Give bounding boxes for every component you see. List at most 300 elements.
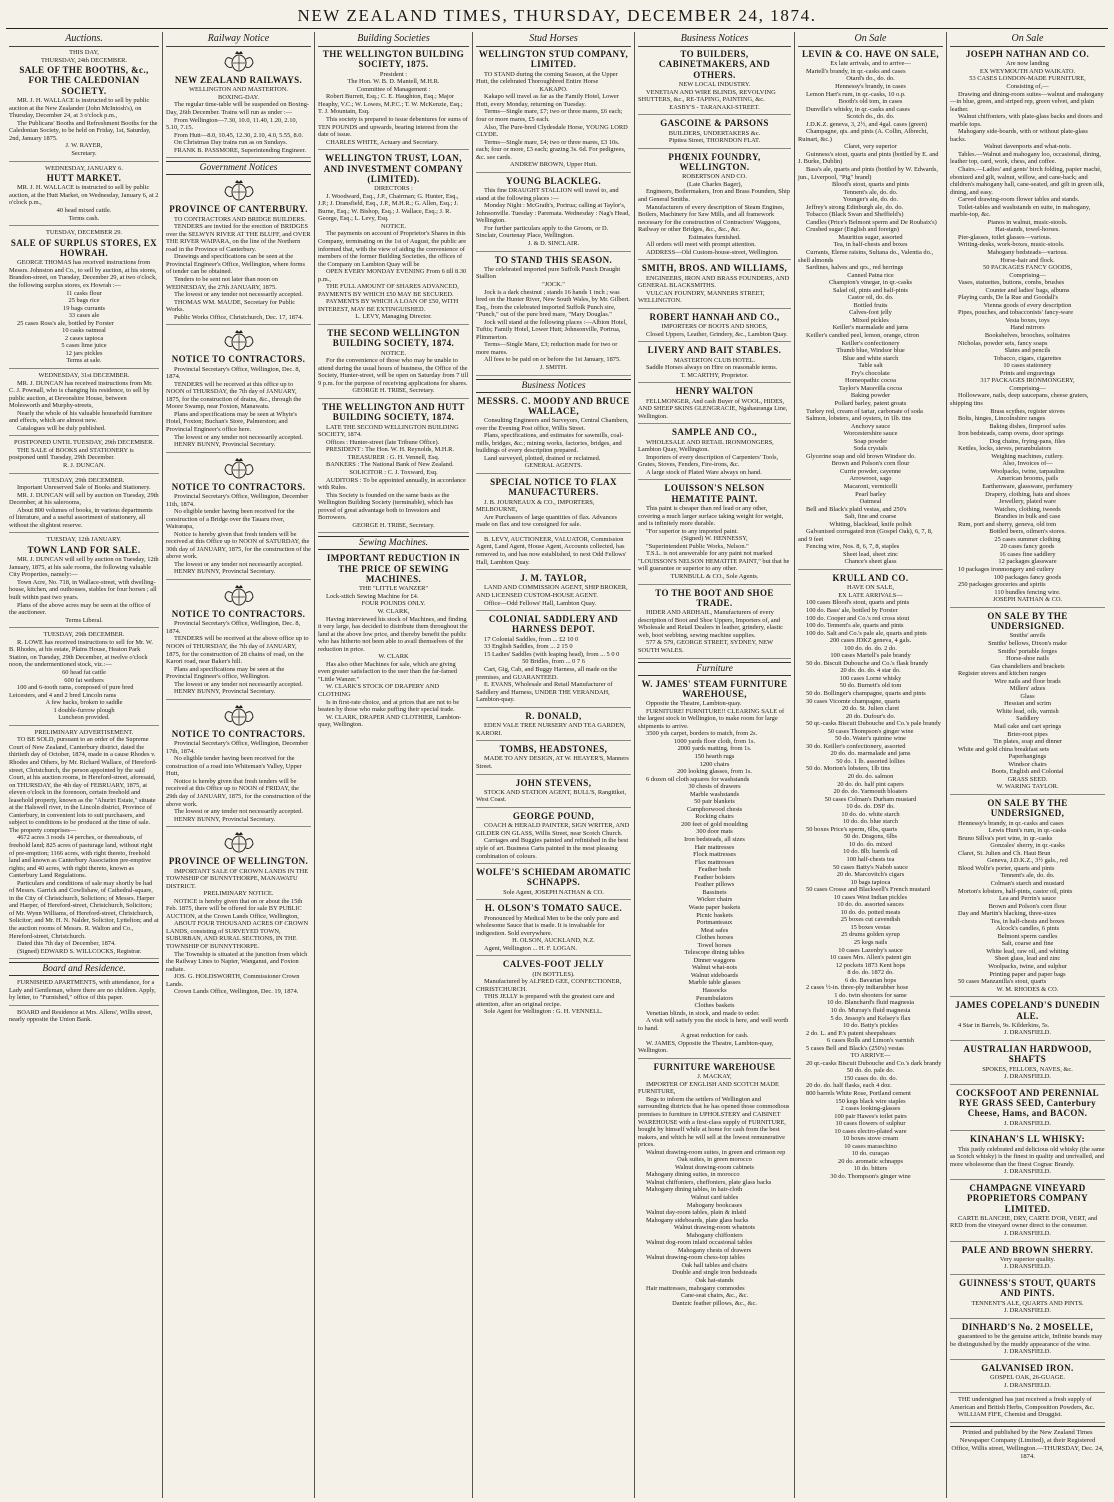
ad-dateline: PRELIMINARY ADVERTISEMENT. <box>34 728 134 736</box>
ad-heading: THE WELLINGTON BUILDING SOCIETY, 1875. <box>322 49 465 70</box>
royal-crest-icon <box>222 583 256 607</box>
ad-text-line: Salt, coarse and fine <box>1001 940 1054 948</box>
ad-text-line: TENNENT'S ALE, QUARTS AND PINTS. <box>971 1299 1084 1307</box>
ad-text-line: THIS JELLY is prepared with the greatest care and attention, after an original recipe. <box>476 993 615 1008</box>
ad-text-line: Otard's do., do. do. <box>846 75 895 83</box>
ad-text-line: Baking dishes, fireproof safes <box>989 422 1066 430</box>
ad-text-line: The regular time-table will be suspended on Boxing-Day, 26th December. Trains will run as under :— <box>166 101 310 116</box>
ad-text-line: 20 do. Marcovitch's cigars <box>836 871 905 879</box>
ad-text-line: Also, The Pure-bred Clydesdale Horse, YOUNG LORD CLYDE. <box>476 123 628 139</box>
ad-text-line: 1 do. twin shooters for same <box>834 991 907 999</box>
ad-text-line: THE "LITTLE WANZER" <box>359 585 428 593</box>
ad-heading: COCKSFOOT AND PERENNIAL RYE GRASS SEED, Canterbury Cheese, Hams, and BACON. <box>955 1087 1100 1119</box>
advertisement <box>476 811 631 864</box>
ad-text-line: Terms—Single Mare, £3; reduction made for two or more mares. <box>476 341 618 356</box>
ad-text-line: Comprising— <box>1009 384 1046 392</box>
ad-text-line: The lowest or any tender not necessarily accepted. <box>174 433 303 441</box>
ad-text-line: GOSPEL OAK, 26-GUAGE. <box>989 1374 1066 1382</box>
ad-text-line: Dunville's whisky, in qr.-casks and cases <box>806 105 910 113</box>
advertisement <box>950 1044 1105 1085</box>
ad-text-line: Dinner waggons <box>693 956 736 964</box>
ad-text-line: "JOCK." <box>542 280 565 288</box>
ad-text-line: J. W. RAYER, <box>65 142 103 150</box>
ad-text-line: All fees to be paid on or before the 1st January, 1875. <box>484 356 621 364</box>
ad-text-line: 25 kegs nails <box>853 939 888 947</box>
ad-heading: TO THE BOOT AND SHOE TRADE. <box>655 587 774 608</box>
ad-text-line: Brass scythes, register stoves <box>990 407 1065 415</box>
ad-dateline: WEDNESDAY, JANUARY 6. <box>45 164 123 172</box>
ad-text-line: Marble washstands <box>689 790 740 798</box>
ad-text-line: Sheet lead, sheet zinc <box>842 550 898 558</box>
ad-text-line: 100 do. Bass' ale, bottled by Forster <box>806 606 898 614</box>
ad-heading: JOSEPH NATHAN AND CO. <box>965 49 1090 59</box>
ad-text-line: Tobacco, cigars, cigarettes <box>993 354 1062 362</box>
ad-text-line: Pipitea Street, THORNDON FLAT. <box>668 137 761 145</box>
ad-text-line: Consulting Engineers and Surveyors, Central Chambers, over the Evening Post office, Willis Street. <box>476 417 629 432</box>
advertisement <box>9 1009 159 1027</box>
advertisement <box>9 165 159 227</box>
ad-text-line: This Society is founded on the same basis as the Wellington Building Society (terminable), which has proved of great advantage both to Investors and Borrowers. <box>318 491 454 522</box>
ad-text-line: Notice is hereby given that fresh tenders will be received at this Office up to NOON of SATURDAY, the 30th day of JANUARY, 1875, for the construction of the above work. <box>166 530 311 561</box>
ad-text-line: 50 qr.-casks Biscuit Dubouche and Co.'s pale brandy <box>806 720 941 728</box>
ad-text-line: Scotch do., do. do. <box>846 113 895 121</box>
ad-text-line: 150 kegs black wire staples <box>835 1097 906 1105</box>
ad-heading: FURNITURE WAREHOUSE <box>653 1061 776 1072</box>
ad-text-line: 10 casks oatmeal <box>62 327 106 335</box>
ad-text-line: Lea and Perrin's sauce <box>998 895 1057 903</box>
imprint-footer: Printed and published by the New Zealand Times Newspaper Company (Limited), at their Registered Office, Willis street, Wellington.—THURSDAY, Dec. 24, 1874. <box>950 1426 1105 1461</box>
ad-text-line: Particulars and conditions of sale may shortly be had of Messrs. Garrick and Cowlishaw, of Cathedral-square, in the City of Christchurch, Solicitors; of Messrs. Harper and Harper, of Hereford-street, Christchurch, Solicitors; of Mr. Wynn Williams, of Hereford-street, Christchurch, Solicitor; and Mr. H. N. Nalder, Solicitor, Lyttelton; and at the auction rooms of Messrs. R. Walton and Co., Hereford-street, Christchurch. <box>9 879 159 940</box>
ad-text-line: "Superintendent Public Works, Nelson." <box>646 542 749 550</box>
advertisement <box>9 439 159 473</box>
ad-text-line: Wicker chairs <box>696 896 733 904</box>
ad-text-line: Woolpacks, twine, and sulphur <box>988 962 1067 970</box>
ad-text-line: White lead, raw oil, and whiting <box>986 947 1069 955</box>
ad-text-line: For further particulars apply to the Groom, or D. Sinclair, Courtenay Place, Wellington. <box>476 224 609 240</box>
advertisement <box>318 49 469 150</box>
advertisement <box>950 1278 1105 1319</box>
ad-text-line: GEORGE H. TRIBE, Secretary. <box>352 521 435 529</box>
ad-text-line: Pollard barley, patent groats <box>834 399 907 407</box>
ad-text-line: BANKERS : The National Bank of New Zealand. <box>326 461 454 469</box>
ad-text-line: Nearly the whole of his valuable household furniture and effects, which are almost new. <box>9 409 153 425</box>
ad-heading: W. JAMES' STEAM FURNITURE WAREHOUSE, <box>641 678 788 699</box>
ad-text-line: TURNBULL & CO., Sole Agents. <box>670 572 759 580</box>
ad-text-line: 300 door mats <box>696 828 733 836</box>
ad-text-line: Provincial Secretary's Office, Wellington, Dec. 8, 1874. <box>166 365 301 381</box>
ad-text-line: Mahogany side-boards, with or without plate-glass backs. <box>950 128 1088 143</box>
ad-text-line: 25 bags rice <box>68 297 100 305</box>
ad-text-line: Smiths' anvils <box>1009 632 1046 640</box>
ad-text-line: 2 cases looking-glasses <box>840 1105 901 1113</box>
advertisement <box>476 477 631 533</box>
advertisement <box>950 1396 1105 1423</box>
ad-text-line: TO CONTRACTORS AND BRIDGE BUILDERS. <box>174 215 306 223</box>
ad-text-line: Day and Martin's blacking, three-sizes <box>958 910 1057 918</box>
ad-text-line: Plans and specifications may be seen at Whyte's Hotel, Foxton; Buchan's Store, Palmerston; and Provincial Engineer's office here. <box>166 410 297 433</box>
ad-text-line: 20 do. do. marmalade and jams <box>830 750 911 758</box>
ad-dateline: THIS DAY, <box>69 49 99 56</box>
ad-heading: NOTICE TO CONTRACTORS. <box>171 608 306 619</box>
ad-text-line: FOUR POUNDS ONLY. <box>361 600 426 608</box>
ad-text-line: Town Acre, No. 718, in Wallace-street, with dwelling-house, kitchen, and outhouses, stables for four horses ; all built within past two years. <box>9 578 157 602</box>
ad-text-line: Thumb blue, Windsor blue <box>836 347 905 355</box>
ad-text-line: The Hon. W. B. D. Mantell, M.H.R. <box>347 78 440 86</box>
ad-text-line: Hair mattresses, mahogany commodes <box>646 1284 745 1292</box>
ad-text-line: Hollowware, nails, deep saucepans, cheese graters, shipping tins <box>950 392 1089 407</box>
ad-text-line: Champagne, qts. and pints (A. Collin, Albrecht, Ruinart, &c.) <box>798 128 928 143</box>
advertisement <box>638 1062 791 1310</box>
ad-text-line: 10 cases electro-plated ware <box>834 1127 907 1135</box>
ad-text-line: 30 cases Vicomte champagne, quarts <box>806 697 901 705</box>
ad-text-line: THE FULL AMOUNT OF SHARES ADVANCED, PAYMENTS BY WHICH £50 MAY BE SECURED. <box>318 283 459 298</box>
ad-text-line: American brooms, pails <box>996 475 1059 483</box>
ad-text-line: 100 cases Lorne whisky <box>839 674 902 682</box>
ad-text-line: 10 do. do. DSF do. <box>846 803 895 811</box>
ad-text-line: 50 do. Burnett's old tom <box>839 682 902 690</box>
ad-text-line: 100 do. do. do. 2 do. <box>844 644 897 652</box>
ad-text-line: Hessian and scrim <box>1004 700 1051 708</box>
ad-text-line: (Late Charles Bager), <box>686 180 743 188</box>
ad-text-line: Drawings and specifications can be seen at the Provincial Engineer's Office, Wellington, where forms of tender can be obtained. <box>166 253 306 276</box>
ad-text-line: 12 jars pickles <box>65 349 103 357</box>
ad-text-line: J. DRANSFIELD. <box>1003 1073 1052 1081</box>
ad-text-line: 100 do. Salt and Co.'s pale ale, quarts and pints <box>806 629 927 637</box>
ad-text-line: 100 and 6-tooth rams, composed of pure bred Leicesters, and 4 and 2 bred Lincoln rams <box>9 684 134 699</box>
ad-text-line: Calves-foot jelly <box>849 309 892 317</box>
advertisement <box>950 1245 1105 1275</box>
ad-text-line: Brown and Polson's corn flour <box>988 902 1067 910</box>
ad-text-line: W. WARING TAYLOR. <box>996 783 1059 791</box>
ad-text-line: Closed Uppers, Leather, Grindery, &c., Lambton Quay. <box>646 330 788 338</box>
ad-text-line: Lock-stitch Sewing Machine for £4. <box>326 592 419 600</box>
ad-text-line: Belmont sperm candles <box>997 932 1058 940</box>
ad-text-line: Bookshelves, brooches, solitaires <box>984 332 1071 340</box>
ad-text-line: Walnut dog-room inlaid occasional tables <box>646 1239 753 1247</box>
ad-text-line: Baking powder <box>850 392 891 400</box>
ad-text-line: The celebrated imported pure Suffolk Punch Draught Stallion <box>476 265 621 281</box>
ad-text-line: Glycerine soap and old brown Windsor do. <box>806 452 916 460</box>
ad-text-line: Walnut drawing-room suites, in green and crimson rep <box>646 1148 786 1156</box>
ad-text-line: This paint is cheaper than red lead or any other, covering a much larger surface taking weight for weight, and is infinitely more durable. <box>638 505 784 528</box>
ad-text-line: 50 cases Manzanilla's stout, quarts <box>958 978 1047 986</box>
ad-text-line: BUILDERS, UNDERTAKERS &c. <box>668 129 761 137</box>
ad-text-line: This fine DRAUGHT STALLION will travel to, and stand at the following places :— <box>476 187 619 202</box>
ad-text-line: HENRY BUNNY, Provincial Secretary. <box>174 688 276 696</box>
ad-text-line: GENERAL AGENTS. <box>524 462 583 470</box>
ad-text-line: STOCK AND STATION AGENT, BULL'S, Rangitikei, West Coast. <box>476 788 627 804</box>
ad-text-line: Younger's ale, do. do. <box>842 196 899 204</box>
column-heading: Building Societies <box>318 32 469 47</box>
ad-text-line: Hat-stands, towel-horses. <box>995 226 1060 234</box>
advertisement <box>476 778 631 808</box>
ad-text-line: CARTE BLANCHE, DRY, CARTE D'OR, VERT, and RED from the vineyard owner direct to the consumer. <box>950 1214 1098 1230</box>
ad-text-line: Watches, clothing, tweeds <box>994 505 1061 513</box>
ad-text-line: ABOUT FOUR THOUSAND ACRES OF CROWN LANDS, consisting of SURVEYED TOWN, SUBURBAN, AND RURAL SECTIONS, IN THE TOWNSHIP OF BUNNYTHORPE. <box>166 920 309 950</box>
advertisement <box>9 229 159 369</box>
advertisement <box>318 328 469 399</box>
ad-text-line: BOARD and Residence at Mrs. Allens', Willis street, nearly opposite the Union Bank. <box>9 1008 153 1024</box>
ad-text-line: Mauritius sugar, assorted <box>838 233 903 241</box>
ad-text-line: ANDREW BROWN, Upper Hutt. <box>509 161 598 169</box>
ad-text-line: E. EVANS, Wholesale and Retail Manufacturer of Saddlery and Harness, UNDER THE VERANDAH, Lambton-quay. <box>476 681 613 704</box>
ad-text-line: Dated this 7th day of December, 1874. <box>17 940 116 948</box>
ad-text-line: Walnut chiffoniers, with plate-glass backs and doors and marble tops. <box>950 113 1103 128</box>
ad-text-line: 10 do. do. blue starch <box>842 818 899 826</box>
ad-text-line: 800 barrels White Rose, Portland cement <box>806 1089 911 1097</box>
ad-text-line: Walnut day-room tables, plain & inlaid <box>646 1209 746 1217</box>
ad-text-line: J. DRANSFIELD. <box>1003 1348 1052 1356</box>
ad-text-line: CHARLES WHITE, Actuary and Secretary. <box>326 138 439 146</box>
ad-text-line: No eligible tender having been received for the construction of a Bridge over the Tauaru river, Wairarapa, <box>166 508 295 531</box>
ad-text-line: 150 hearth rugs <box>694 753 735 761</box>
ad-text-line: Brier-root pipes <box>1007 730 1048 738</box>
ad-text-line: The lowest or any tender not necessarily accepted. <box>174 808 303 816</box>
ad-text-line: 10 do. Batty's pickles <box>843 1022 898 1030</box>
ad-text-line: Begs to inform the settlers of Wellington and surrounding districts that he has opened those commodious premises to furniture in UPHOLSTERY and CABINET WAREHOUSE with a first-class supply of FURNITURE, bought by himself while at home for cash from the best makers, and which he will sell at the lowest remunerative prices. <box>638 1095 790 1149</box>
ad-text-line: 8 do. do. 1872 do. <box>847 969 894 977</box>
ad-text-line: Agent, Wellington ... H. F. LOGAN. <box>484 944 577 952</box>
ad-text-line: The lowest or any tender not necessarily accepted. <box>174 291 303 299</box>
ad-text-line: EX LATE ARRIVALS— <box>838 591 903 599</box>
ad-text-line: Windsor chairs <box>1008 760 1047 768</box>
ad-text-line: Terms cash. <box>68 214 100 222</box>
ad-text-line: AUDITORS : To be appointed annually, in accordance with Rules. <box>318 476 466 492</box>
ad-text-line: Walnut drawing-room cabinets <box>675 1163 754 1171</box>
advertisement <box>9 49 159 162</box>
column-heading: Auctions. <box>9 32 159 47</box>
advertisement <box>638 345 791 383</box>
ad-text-line: TO BE SOLD, pursuant to an order of the Supreme Court of New Zealand, Canterbury district, dated the thirtieth day of October, 1874, made in a cause Rhodes v. Rhodes and Others, by Mr. Richard Wallace, of Hereford-street, Christchurch, the person appointed by the said Court, at his auction rooms, in Hereford-street, aforesaid, on THURSDAY, the 4th day of FEBRUARY, 1875, at eleven o'clock in the forenoon, certain freehold and leasehold property, known as the "Ahuriri Estate," situate at the Halswell river, in the Lincoln district, Province of Canterbury, in convenient lots to suit purchasers, and subject to conditions to be produced at the time of sale. The property comprises— <box>9 736 157 834</box>
ad-text-line: Oak suites, in green morocco <box>677 1156 752 1164</box>
advertisement <box>9 372 159 436</box>
ad-text-line: Currants, Eleme raisins, Sultana do., Valentia do., shell almonds <box>798 249 933 264</box>
ad-heading: LOUISSON'S NELSON HEMATITE PAINT. <box>664 483 765 504</box>
ad-heading: PROVINCE OF WELLINGTON. <box>168 856 309 867</box>
ad-text-line: This society is prepared to issue debentures for sums of TEN POUNDS and upwards, bearing interest from the date of issue. <box>318 115 468 139</box>
ad-text-line: Keiller's marmalade and jams <box>832 324 909 332</box>
ad-text-line: 10 cases West Indian pickles <box>833 893 908 901</box>
ad-text-line: JOSEPH NATHAN & CO. <box>992 596 1063 604</box>
ad-text-line: HENRY BUNNY, Provincial Secretary. <box>174 815 276 823</box>
advertisement <box>476 536 631 570</box>
ad-text-line: Venetian blinds, in stock, and made to order. <box>646 1009 760 1017</box>
ad-text-line: Luncheon provided. <box>58 714 110 722</box>
ad-text-line: Tennent's ale, do. do. <box>1000 872 1055 880</box>
ad-text-line: Walnut what-nots <box>691 964 738 972</box>
ad-text-line: Macaroni, vermicelli <box>843 482 898 490</box>
royal-crest-icon <box>222 178 256 202</box>
ad-text-line: 50 do. Biscuit Dubouche and Co.'s flask brandy <box>806 659 929 667</box>
ad-text-line: LAND AND COMMISSION AGENT, SHIP BROKER, AND LICENSED CUSTOM-HOUSE AGENT. <box>476 584 628 599</box>
advertisement <box>166 583 311 700</box>
ad-text-line: Register stoves and kitchen ranges <box>958 670 1047 678</box>
ad-text-line: Bottled beers, oilmen's stores. <box>989 528 1066 536</box>
royal-crest-icon <box>222 328 256 352</box>
ad-text-line: 30 chests of drawers <box>688 783 741 791</box>
ad-text-line: Terms—Single mare, £4; two or three mares, £3 10s. each; four or more, £3 each; grazing 3s. 6d. For pedigrees, &c. see cards. <box>476 138 626 161</box>
ad-text-line: 5 cases lime juice <box>61 342 107 350</box>
ad-text-line: ENGINEERS, IRON AND BRASS FOUNDERS, AND GENERAL BLACKSMITHS. <box>638 274 790 290</box>
ad-text-line: 20 do. aromatic schnapps <box>838 1157 903 1165</box>
ad-text-line: Anchovy sauce <box>850 422 891 430</box>
ad-heading: WELLINGTON STUD COMPANY, LIMITED. <box>478 49 629 70</box>
ad-text-line: MADE TO ANY DESIGN, AT W. HEAYER'S, Manners Street. <box>476 755 629 771</box>
ad-text-line: Sole Agent for Wellington : G. H. VENNELL. <box>484 1008 603 1016</box>
ad-text-line: Arrowroot, sago <box>849 475 892 483</box>
ad-text-line: Ex late arrivals, and to arrive— <box>830 60 911 68</box>
advertisement <box>950 1183 1105 1242</box>
ad-text-line: Walnut sideboards <box>690 971 739 979</box>
ad-text-line: Pier-glasses, toilet glasses—various. <box>958 233 1052 241</box>
ad-text-line: Sole Agent, JOSEPH NATHAN & CO. <box>503 888 604 896</box>
advertisement <box>166 703 311 827</box>
ad-text-line: Hennessy's brandy, in cases <box>835 82 906 90</box>
ad-text-line: TENDERS will be received at this office up to NOON of THURSDAY, the 7th day of JANUARY, 1875, for the construction of drains, &c., through the Moore Swamp, near Foxton, Manawatu. <box>166 380 302 411</box>
ad-text-line: Castor oil, do. do. <box>847 294 894 302</box>
ad-text-line: Pianos in walnut, music-stools. <box>987 218 1068 226</box>
ad-text-line: Currie powder, cayenne <box>840 467 901 475</box>
ad-text-line: Picnic baskets <box>696 911 733 919</box>
ad-heading: LIVERY AND BAIT STABLES. <box>647 345 782 356</box>
ad-text-line: Carved drawing-room flower tables and stands. <box>958 196 1080 204</box>
advertisement <box>9 536 159 628</box>
ad-text-line: Double and single iron bedsteads <box>672 1269 757 1277</box>
ad-heading: SALE OF THE BOOTHS, &c., FOR THE CALEDONIAN SOCIETY. <box>19 65 149 96</box>
ad-text-line: J. DRANSFIELD. <box>1003 1263 1052 1271</box>
ad-text-line: Kettles, locks, sieves, perambulators <box>958 445 1052 453</box>
ad-text-line: Is in first-rate choice, and at prices that are not to be beaten by those who make puffing their special trade. <box>318 698 460 714</box>
ad-text-line: 2 cases ½-in. three-ply indiarubber hose <box>806 984 909 992</box>
ad-text-line: Smiths' bellows, Dixon's make <box>988 639 1067 647</box>
ad-text-line: NOTICE is hereby given that on or about the 15th Feb. 1875, there will be offered for sale BY PUBLIC AUCTION, at the Crown Lands Office, Wellington, <box>166 897 303 920</box>
ad-text-line: ADDRESS—Old Custom-house-street, Wellington. <box>646 248 779 256</box>
ad-text-line: Tea, in half-chests and boxes <box>990 917 1065 925</box>
ad-text-line: Oak hat-stands <box>695 1277 734 1284</box>
ad-text-line: Counter and ladies' bags, albums <box>985 286 1070 294</box>
ad-heading: JAMES COPELAND'S DUNEDIN ALE. <box>955 1000 1100 1021</box>
ad-text-line: HENRY BUNNY, Provincial Secretary. <box>174 568 276 576</box>
ad-text-line: Lewis Hunt's rum, in qr.-casks <box>988 827 1067 835</box>
advertisement <box>476 49 631 173</box>
ad-text-line: Glass <box>1020 692 1035 700</box>
ad-text-line: 20 cases fancy goods <box>1000 543 1055 551</box>
ad-text-line: 10 cases Lazenby's sauce <box>838 946 903 954</box>
advertisement <box>476 573 631 611</box>
ad-text-line: 60 head fat cattle <box>62 668 106 676</box>
ad-text-line: Chance's sheet glass <box>844 558 897 566</box>
masthead: NEW ZEALAND TIMES, THURSDAY, DECEMBER 24, 1874. <box>297 6 817 25</box>
ad-heading: GALVANISED IRON. <box>981 1362 1074 1373</box>
ad-text-line: 50 cases Batty's Nabob sauce <box>833 863 908 871</box>
ad-text-line: Alcock's candles, 6 pints <box>995 925 1060 933</box>
ad-heading: COLONIAL SADDLERY AND HARNESS DEPOT. <box>488 614 619 635</box>
ad-text-line: Terms at sale. <box>66 357 102 365</box>
advertisement <box>476 176 631 252</box>
ad-text-line: GEORGE H. TRIBE, Secretary. <box>352 387 435 395</box>
ad-text-line: Comprising— <box>1009 271 1046 279</box>
ad-text-line: MR. J. DUNCAN has received instructions from Mr. C. J. Pownall, who is changing his residence, to sell by public auction, at Devonshire House, between Molesworth and Murphy-streets, <box>9 379 153 410</box>
ad-text-line: Mahogany sideboards, plate glass backs <box>646 1216 749 1224</box>
ad-text-line: 30 do. Thompson's ginger wine <box>830 1172 911 1180</box>
ad-text-line: 5 do. Jessop's and Kelsey's flax <box>830 1014 911 1022</box>
ad-text-line: Canned Patna rice <box>847 271 894 279</box>
ad-text-line: 10 packages ironmongery and cutlery <box>958 565 1055 573</box>
ad-text-line: The Township is situated at the junction from which the Railway Lines to Napier, Wanganui, and Foxton radiate. <box>166 950 308 973</box>
ad-text-line: J. & D. SINCLAIR. <box>527 239 580 247</box>
ad-text-line: Vases, statuettes, buttons, combs, brushes <box>958 279 1065 287</box>
ad-text-line: 25 cases summer clothing <box>994 535 1061 543</box>
ad-text-line: GEORGE THOMAS has received instructions from Messrs. Johnston and Co., to sell by auction, at his stores, Brandon-street, on Tuesday, December 29, at two o'clock, the following surplus stores, ex Howrah :— <box>9 259 157 289</box>
ad-text-line: 100 pair Hawes's toilet pairs <box>834 1112 907 1120</box>
advertisement <box>638 427 791 480</box>
advertisement <box>638 483 791 584</box>
advertisement <box>166 178 311 325</box>
ad-text-line: Fencing wire, Nos. 8, 6, 7, 8, staples <box>806 543 900 551</box>
ad-text-line: W. CLARK, <box>377 608 410 616</box>
section-heading: Business Notices <box>476 379 631 393</box>
ad-text-line: BOXING-DAY. <box>217 93 259 101</box>
ad-text-line: Portmanteaux <box>696 919 733 927</box>
ad-text-line: (Signed) W. HENNESSY, <box>681 535 748 543</box>
ad-text-line: White and gold china breakfast sets <box>958 745 1050 753</box>
ad-text-line: Engineers, Boilermakers, Iron and Brass Founders, Ship and General Smiths. <box>638 188 790 203</box>
ad-text-line: Vesta boxes, toys <box>1005 316 1050 324</box>
ad-text-line: Dantzic feather pillows, &c., &c. <box>672 1299 757 1307</box>
ad-heading: MESSRS. C. MOODY AND BRUCE WALLACE, <box>477 395 630 416</box>
ad-text-line: 6 cases Rolls and Limon's varnish <box>827 1037 914 1045</box>
advertisement <box>950 1000 1105 1041</box>
ad-text-line: WHOLESALE AND RETAIL IRONMONGERS, Lambton Quay, Wellington. <box>638 438 774 454</box>
ad-text-line: 4 Star in Barrels, 9s. Kilderkins, 5s. <box>958 1021 1050 1029</box>
ad-text-line: Pronounced by Medical Men to be the only pure and wholesome Sauce that is made. It is invaluable for indigestion. Sold everywhere. <box>476 914 619 937</box>
ad-text-line: W. CLARK'S STOCK OF DRAPERY AND CLOTHING <box>318 683 440 699</box>
advertisement <box>476 255 631 376</box>
ad-text-line: MR. J. DUNCAN will sell by auction on Tuesday, 12th January, 1875, at his sale rooms, the following valuable City Properties, namely:— <box>9 556 159 579</box>
ad-text-line: IMPORTANT SALE OF CROWN LANDS IN THE TOWNSHIP OF BUNNYTHORPE, MANAWATU DISTRICT. <box>166 867 309 890</box>
ad-text-line: 20 do. do. do. 4 star do. <box>840 667 901 675</box>
ad-text-line: W. CLARK <box>378 653 409 661</box>
ad-text-line: 50 do. Water's quinine wine <box>835 735 906 743</box>
ad-text-line: Tea, in half-chests and boxes <box>833 241 908 249</box>
ad-text-line: HAVE ON SALE, <box>847 584 894 592</box>
ad-text-line: No eligible tender having been received for the construction of a road into Whiteman's Valley, Upper Hutt, <box>166 755 302 778</box>
ad-text-line: 100 do. Tennent's ale, quarts and pints <box>806 622 904 630</box>
ad-text-line: Candles (Price's Belmont sperm and De Roubaix's) <box>806 218 937 226</box>
ad-text-line: Brandies in bulk and case <box>994 513 1061 521</box>
ad-text-line: Smiths' portable forges <box>998 647 1057 655</box>
advertisement <box>798 49 943 570</box>
ad-text-line: H. OLSON, AUCKLAND, N.Z. <box>512 937 595 945</box>
ad-text-line: Saddle Horses always on Hire on reasonable terms. <box>646 364 778 372</box>
ad-heading: ROBERT HANNAH AND CO., <box>649 311 780 322</box>
ad-text-line: 50 do. do. pale do. <box>846 1067 895 1075</box>
ad-text-line: 20 qr.-casks Biscuit Dubouche and Co.'s dark brandy <box>806 1059 942 1067</box>
ad-text-line: 10 cases Mrs. Allen's patent gin <box>829 954 912 962</box>
ad-text-line: Feather pillows <box>694 881 735 889</box>
ad-text-line: 30 do. Keiller's confectionery, assorted <box>806 742 906 750</box>
advertisement <box>950 1134 1105 1180</box>
advertisement <box>476 903 631 956</box>
ad-heading: YOUNG BLACKLEG. <box>505 175 601 186</box>
ad-text-line: 100 cases Martell's pale brandy <box>830 652 911 660</box>
ad-text-line: LATE THE SECOND WELLINGTON BUILDING SOCIETY, 1874. <box>318 423 459 439</box>
ad-heading: HENRY WALTON <box>675 386 754 397</box>
ad-text-line: Salmon, lobsters, and oysters, in 1lb. tins <box>806 415 912 423</box>
ad-text-line: Soda crystals <box>853 445 888 453</box>
ad-text-line: Drawing and dining-room suites—walnut and mahogany—in blue, green, and striped rep, green velvet, and plain leather. <box>950 90 1104 113</box>
ad-text-line: Also, Invoices of— <box>1002 460 1053 468</box>
